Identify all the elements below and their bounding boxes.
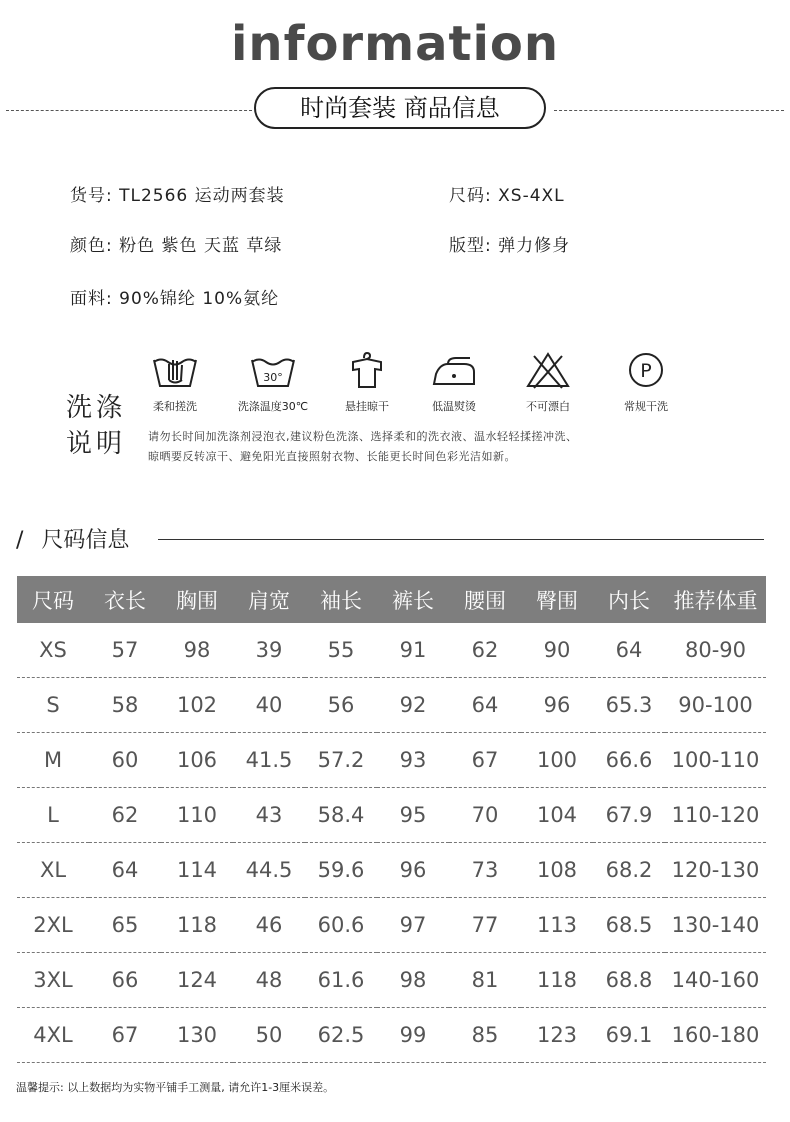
measurement-cell: 50 [233, 1008, 305, 1063]
table-row [17, 1008, 766, 1063]
measurement-cell: 43 [233, 788, 305, 843]
measurement-cell: 56 [305, 678, 377, 733]
measurement-cell: 62.5 [305, 1008, 377, 1063]
care-item-hang-dry [322, 350, 412, 414]
table-row [17, 843, 766, 898]
dotted-divider-right [554, 110, 784, 111]
size-cell: XL [17, 843, 89, 898]
care-title-line1: 洗涤 [66, 393, 127, 423]
measurement-cell: 40 [233, 678, 305, 733]
measurement-cell: 64 [593, 623, 665, 678]
measurement-cell: 120-130 [665, 843, 766, 898]
table-row [17, 788, 766, 843]
measurement-cell: 96 [521, 678, 593, 733]
size-cell: 3XL [17, 953, 89, 1008]
measurement-cell: 113 [521, 898, 593, 953]
measurement-cell: 61.6 [305, 953, 377, 1008]
column-header: 推荐体重 [665, 576, 766, 623]
care-label: 悬挂晾干 [345, 400, 389, 413]
measurement-cell: 99 [377, 1008, 449, 1063]
measurement-cell: 67.9 [593, 788, 665, 843]
care-item-no-bleach [503, 350, 593, 414]
size-table [17, 576, 766, 1063]
measurement-cell: 118 [161, 898, 233, 953]
measurement-cell: 57.2 [305, 733, 377, 788]
measurement-cell: 95 [377, 788, 449, 843]
measurement-cell: 39 [233, 623, 305, 678]
measurement-cell: 58.4 [305, 788, 377, 843]
measurement-cell: 77 [449, 898, 521, 953]
size-cell: M [17, 733, 89, 788]
measurement-cell: 98 [161, 623, 233, 678]
measurement-cell: 41.5 [233, 733, 305, 788]
measurement-cell: 67 [89, 1008, 161, 1063]
hand-wash-icon [151, 350, 199, 390]
measurement-cell: 114 [161, 843, 233, 898]
colors: 颜色: 粉色 紫色 天蓝 草绿 [70, 236, 283, 256]
measurement-cell: 67 [449, 733, 521, 788]
dry-clean-icon [624, 350, 668, 390]
size-section-heading [16, 523, 129, 554]
measurement-cell: 90-100 [665, 678, 766, 733]
measurement-cell: 91 [377, 623, 449, 678]
measurement-cell: 92 [377, 678, 449, 733]
measurement-cell: 65.3 [593, 678, 665, 733]
measurement-cell: 55 [305, 623, 377, 678]
column-header: 袖长 [305, 576, 377, 623]
column-header: 尺码 [17, 576, 89, 623]
measurement-cell: 69.1 [593, 1008, 665, 1063]
measurement-cell: 68.5 [593, 898, 665, 953]
section-subtitle: 时尚套装 商品信息 [254, 87, 546, 129]
size-cell: XS [17, 623, 89, 678]
column-header: 内长 [593, 576, 665, 623]
measurement-cell: 70 [449, 788, 521, 843]
measurement-cell: 57 [89, 623, 161, 678]
hang-dry-icon [345, 350, 389, 390]
care-item-hand-wash [130, 350, 220, 414]
measurement-cell: 110 [161, 788, 233, 843]
dry-clean-badge: P [640, 360, 652, 382]
measurement-cell: 123 [521, 1008, 593, 1063]
measurement-cell: 73 [449, 843, 521, 898]
table-row [17, 623, 766, 678]
measurement-cell: 106 [161, 733, 233, 788]
measurement-cell: 97 [377, 898, 449, 953]
measurement-cell: 64 [89, 843, 161, 898]
measurement-cell: 60 [89, 733, 161, 788]
fit-type: 版型: 弹力修身 [449, 236, 571, 256]
measurement-cell: 108 [521, 843, 593, 898]
size-cell: 2XL [17, 898, 89, 953]
care-item-dry-clean [601, 350, 691, 414]
size-heading-text: 尺码信息 [41, 528, 130, 553]
measurement-cell: 66 [89, 953, 161, 1008]
measurement-cell: 62 [89, 788, 161, 843]
measurement-cell: 124 [161, 953, 233, 1008]
care-note-line1: 请勿长时间加洗涤剂浸泡衣,建议粉色洗涤、选择柔和的洗衣液、温水轻轻揉搓冲洗、 [148, 430, 578, 443]
measurement-cell: 110-120 [665, 788, 766, 843]
measurement-cell: 102 [161, 678, 233, 733]
size-cell: 4XL [17, 1008, 89, 1063]
column-header: 臀围 [521, 576, 593, 623]
low-iron-icon [430, 350, 478, 390]
care-title-line2: 说明 [66, 429, 127, 459]
size-range: 尺码: XS-4XL [449, 186, 565, 206]
size-cell: S [17, 678, 89, 733]
measurement-cell: 48 [233, 953, 305, 1008]
measurement-cell: 46 [233, 898, 305, 953]
care-note-line2: 晾晒要反转凉干、避免阳光直接照射衣物、长能更长时间色彩光洁如新。 [148, 450, 516, 463]
table-header-row [17, 576, 766, 623]
page-title: information [230, 16, 560, 72]
heading-slash: / [16, 528, 24, 553]
measurement-cell: 140-160 [665, 953, 766, 1008]
measurement-cell: 66.6 [593, 733, 665, 788]
measurement-cell: 65 [89, 898, 161, 953]
table-row [17, 678, 766, 733]
care-label: 常规干洗 [624, 400, 668, 413]
fabric: 面料: 90%锦纶 10%氨纶 [70, 289, 280, 309]
column-header: 肩宽 [233, 576, 305, 623]
measurement-cell: 58 [89, 678, 161, 733]
column-header: 裤长 [377, 576, 449, 623]
measurement-cell: 98 [377, 953, 449, 1008]
table-row [17, 733, 766, 788]
measurement-cell: 90 [521, 623, 593, 678]
measurement-cell: 59.6 [305, 843, 377, 898]
column-header: 腰围 [449, 576, 521, 623]
measurement-cell: 60.6 [305, 898, 377, 953]
measurement-cell: 100-110 [665, 733, 766, 788]
measurement-cell: 100 [521, 733, 593, 788]
item-number: 货号: TL2566 运动两套装 [70, 186, 285, 206]
measurement-cell: 130 [161, 1008, 233, 1063]
measurement-cell: 130-140 [665, 898, 766, 953]
care-label: 洗涤温度30℃ [237, 400, 309, 413]
care-item-wash-30 [228, 350, 318, 414]
heading-rule [158, 539, 764, 540]
care-label: 柔和搓洗 [153, 400, 197, 413]
measurement-cell: 118 [521, 953, 593, 1008]
care-label: 不可漂白 [526, 400, 570, 413]
care-item-low-iron [409, 350, 499, 414]
measurement-cell: 85 [449, 1008, 521, 1063]
size-cell: L [17, 788, 89, 843]
measurement-cell: 62 [449, 623, 521, 678]
measurement-cell: 68.8 [593, 953, 665, 1008]
measurement-cell: 81 [449, 953, 521, 1008]
wash-30-icon [249, 350, 297, 390]
table-row [17, 898, 766, 953]
measurement-cell: 104 [521, 788, 593, 843]
measurement-cell: 64 [449, 678, 521, 733]
measurement-cell: 68.2 [593, 843, 665, 898]
wash-temp-badge: 30° [263, 371, 283, 384]
measurement-cell: 44.5 [233, 843, 305, 898]
measurement-cell: 96 [377, 843, 449, 898]
dotted-divider-left [6, 110, 252, 111]
footnote: 温馨提示: 以上数据均为实物平铺手工测量, 请允许1-3厘米误差。 [16, 1081, 335, 1094]
column-header: 胸围 [161, 576, 233, 623]
no-bleach-icon [524, 350, 572, 390]
care-label: 低温熨烫 [432, 400, 476, 413]
measurement-cell: 93 [377, 733, 449, 788]
table-row [17, 953, 766, 1008]
column-header: 衣长 [89, 576, 161, 623]
measurement-cell: 80-90 [665, 623, 766, 678]
measurement-cell: 160-180 [665, 1008, 766, 1063]
